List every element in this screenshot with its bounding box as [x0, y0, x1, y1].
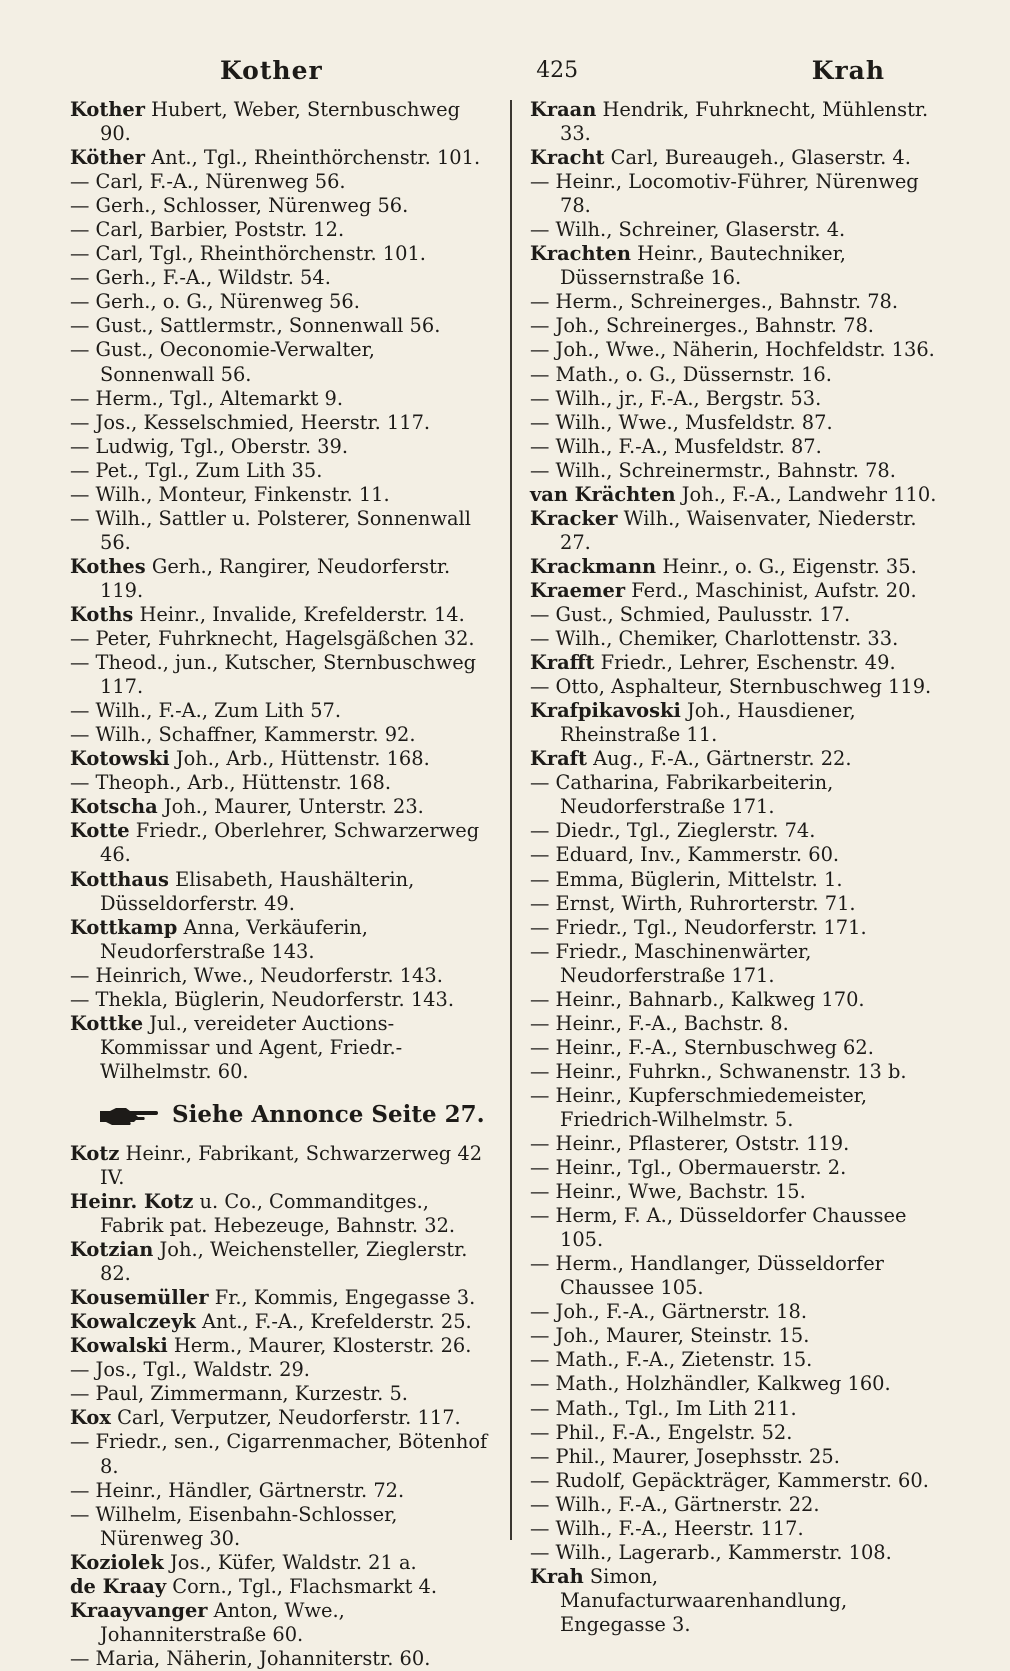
directory-entry	[530, 699, 950, 747]
directory-entry	[530, 747, 950, 771]
entry-surname: Kraft	[530, 747, 587, 771]
directory-entry	[70, 290, 490, 314]
pointing-hand-icon	[98, 1105, 162, 1125]
entry-details: — Friedr., Tgl., Neudorferstr. 171.	[530, 915, 867, 939]
directory-entry	[530, 411, 950, 435]
directory-entry	[530, 290, 950, 314]
entry-details: — Gust., Sattlermstr., Sonnenwall 56.	[70, 314, 441, 338]
entry-details: Joh., Hausdiener, Rheinstraße 11.	[560, 699, 856, 747]
entry-details: — Carl, Barbier, Poststr. 12.	[70, 218, 345, 242]
entry-details: — Jos., Tgl., Waldstr. 29.	[70, 1358, 310, 1382]
entry-details: Anton, Wwe., Johanniterstraße 60.	[100, 1598, 345, 1646]
header-left-word: Kother	[220, 55, 323, 85]
entry-details: — Phil., F.-A., Engelstr. 52.	[530, 1420, 793, 1444]
directory-entry	[70, 699, 490, 723]
entry-surname: Kotte	[70, 819, 130, 843]
directory-entry	[70, 1334, 490, 1358]
entry-details: — Joh., Wwe., Näherin, Hochfeldstr. 136.	[530, 338, 935, 362]
directory-entry	[70, 1358, 490, 1382]
directory-entry	[70, 218, 490, 242]
entry-surname: Kraan	[530, 98, 597, 121]
entry-details: Hendrik, Fuhrknecht, Mühlenstr. 33.	[560, 98, 929, 146]
directory-entry	[530, 363, 950, 387]
directory-entry	[70, 1382, 490, 1406]
directory-entry	[530, 1012, 950, 1036]
directory-entry	[530, 916, 950, 940]
entry-details: Gerh., Rangirer, Neudorferstr. 119.	[100, 554, 451, 602]
entry-details: — Gerh., F.-A., Wildstr. 54.	[70, 266, 331, 290]
entry-details: — Herm., Tgl., Altemarkt 9.	[70, 386, 344, 410]
directory-entry	[70, 459, 490, 483]
entry-details: — Theoph., Arb., Hüttenstr. 168.	[70, 771, 392, 795]
entry-details: — Thekla, Büglerin, Neudorferstr. 143.	[70, 987, 454, 1011]
directory-entry	[530, 1372, 950, 1396]
entry-surname: Kotz	[70, 1141, 120, 1165]
entry-details: — Herm, F. A., Düsseldorfer Chaussee 105.	[530, 1204, 907, 1252]
column-divider	[510, 100, 512, 1540]
directory-entry	[70, 819, 490, 867]
header-right-word: Krah	[811, 55, 885, 85]
entry-details: Friedr., Oberlehrer, Schwarzerweg 46.	[100, 819, 480, 867]
directory-entry	[70, 747, 490, 771]
directory-entry	[70, 314, 490, 338]
directory-entry	[70, 555, 490, 603]
entry-details: u. Co., Commanditges., Fabrik pat. Hebezeuge, Bahnstr. 32.	[100, 1190, 456, 1238]
directory-entry	[530, 483, 950, 507]
entry-details: Jul., vereideter Auctions-Kommissar und Agent, Friedr.-Wilhelmstr. 60.	[100, 1011, 403, 1083]
entry-surname: Heinr. Kotz	[70, 1190, 194, 1214]
directory-entry	[530, 1565, 950, 1637]
directory-entry	[530, 338, 950, 362]
entry-details: Joh., Arb., Hüttenstr. 168.	[169, 747, 430, 771]
entry-details: — Friedr., Maschinenwärter, Neudorferstraße 171.	[530, 939, 812, 987]
directory-entry	[530, 1445, 950, 1469]
entry-details: — Ludwig, Tgl., Oberstr. 39.	[70, 434, 349, 458]
entry-surname: Krafpikavoski	[530, 699, 681, 723]
entry-details: — Heinr., Kupferschmiedemeister, Friedrich-Wilhelmstr. 5.	[530, 1083, 867, 1131]
directory-entry	[530, 242, 950, 290]
entry-details: — Heinr., Fuhrkn., Schwanenstr. 13 b.	[530, 1059, 907, 1083]
entry-details: — Joh., Maurer, Steinstr. 15.	[530, 1324, 810, 1348]
entry-details: Joh., Weichensteller, Zieglerstr. 82.	[100, 1238, 468, 1286]
entry-details: — Wilh., Chemiker, Charlottenstr. 33.	[530, 627, 899, 651]
entry-details: — Ernst, Wirth, Ruhrorterstr. 71.	[530, 891, 856, 915]
entry-details: Elisabeth, Haushälterin, Düsseldorferstr. 49.	[100, 867, 415, 915]
directory-entry	[70, 651, 490, 699]
directory-entry	[530, 1132, 950, 1156]
directory-entry	[70, 1479, 490, 1503]
directory-entry	[530, 314, 950, 338]
directory-entry	[530, 1156, 950, 1180]
directory-entry	[530, 603, 950, 627]
annonce-text: Siehe Annonce Seite 27.	[172, 1100, 485, 1128]
entry-details: — Heinr., F.-A., Bachstr. 8.	[530, 1011, 789, 1035]
entry-surname: de Kraay	[70, 1574, 167, 1598]
directory-entry	[530, 387, 950, 411]
directory-entry	[70, 435, 490, 459]
entry-details: — Peter, Fuhrknecht, Hagelsgäßchen 32.	[70, 627, 475, 651]
entry-details: — Gerh., o. G., Nürenweg 56.	[70, 290, 360, 314]
entry-surname: Kottke	[70, 1011, 144, 1035]
entry-surname: Kracht	[530, 146, 605, 170]
directory-entry	[70, 1406, 490, 1430]
directory-entry	[70, 988, 490, 1012]
directory-entry	[530, 675, 950, 699]
entry-surname: Krackmann	[530, 554, 657, 578]
entry-details: — Math., Tgl., Im Lith 211.	[530, 1396, 797, 1420]
entry-details: Wilh., Waisenvater, Niederstr. 27.	[560, 506, 917, 554]
entry-details: — Heinr., Pflasterer, Oststr. 119.	[530, 1132, 850, 1156]
directory-entry	[70, 964, 490, 988]
directory-entry	[70, 266, 490, 290]
entry-details: — Heinr., Händler, Gärtnerstr. 72.	[70, 1478, 405, 1502]
directory-entry	[530, 218, 950, 242]
directory-entry	[70, 387, 490, 411]
entry-details: Carl, Bureaugeh., Glaserstr. 4.	[604, 146, 911, 170]
entry-details: — Phil., Maurer, Josephsstr. 25.	[530, 1444, 840, 1468]
left-column	[70, 98, 490, 1671]
directory-entry	[530, 1348, 950, 1372]
directory-entry	[70, 1142, 490, 1190]
entry-surname: Kousemüller	[70, 1286, 209, 1310]
directory-entry	[70, 1503, 490, 1551]
entry-details: — Emma, Büglerin, Mittelstr. 1.	[530, 867, 843, 891]
directory-entry	[70, 1551, 490, 1575]
directory-entry	[530, 1397, 950, 1421]
entry-details: — Math., o. G., Düssernstr. 16.	[530, 362, 832, 386]
directory-entry	[530, 435, 950, 459]
directory-entry	[70, 1012, 490, 1084]
directory-entry	[70, 1647, 490, 1671]
directory-entry	[530, 1036, 950, 1060]
page-header	[70, 52, 965, 88]
entry-details: Heinr., Bautechniker, Düssernstraße 16.	[560, 242, 846, 290]
right-column	[530, 98, 950, 1637]
entry-details: — Wilh., Schreiner, Glaserstr. 4.	[530, 218, 846, 242]
directory-entry	[530, 1060, 950, 1084]
directory-entry	[530, 1252, 950, 1300]
directory-entry	[70, 795, 490, 819]
entry-details: Joh., F.-A., Landwehr 110.	[675, 482, 937, 506]
entry-details: — Pet., Tgl., Zum Lith 35.	[70, 458, 323, 482]
directory-entry	[530, 627, 950, 651]
entry-details: Jos., Küfer, Waldstr. 21 a.	[163, 1550, 417, 1574]
directory-entry	[530, 988, 950, 1012]
entry-details: — Wilh., F.-A., Gärtnerstr. 22.	[530, 1492, 820, 1516]
entry-details: — Math., F.-A., Zietenstr. 15.	[530, 1348, 813, 1372]
directory-entry	[530, 170, 950, 218]
entry-surname: Kowalczeyk	[70, 1310, 196, 1334]
directory-entry	[530, 98, 950, 146]
entry-details: — Wilh., Lagerarb., Kammerstr. 108.	[530, 1540, 892, 1564]
entry-details: — Catharina, Fabrikarbeiterin, Neudorferstraße 171.	[530, 771, 834, 819]
annonce-notice	[98, 1102, 490, 1128]
directory-entry	[70, 1575, 490, 1599]
entry-surname: Kotowski	[70, 747, 170, 771]
directory-entry	[70, 338, 490, 386]
entry-details: — Gust., Oeconomie-Verwalter, Sonnenwall 56.	[70, 338, 375, 386]
directory-entry	[530, 555, 950, 579]
entry-details: — Wilh., Wwe., Musfeldstr. 87.	[530, 410, 833, 434]
entry-details: Fr., Kommis, Engegasse 3.	[208, 1286, 476, 1310]
entry-surname: Kox	[70, 1406, 111, 1430]
entry-details: — Eduard, Inv., Kammerstr. 60.	[530, 843, 840, 867]
entry-details: — Joh., F.-A., Gärtnerstr. 18.	[530, 1300, 808, 1324]
directory-entry	[530, 1541, 950, 1565]
directory-entry	[530, 507, 950, 555]
directory-entry	[70, 603, 490, 627]
entry-surname: Kotthaus	[70, 867, 169, 891]
directory-entry	[70, 1430, 490, 1478]
directory-entry	[70, 868, 490, 916]
entry-surname: Kowalski	[70, 1334, 168, 1358]
entry-details: Friedr., Lehrer, Eschenstr. 49.	[594, 651, 896, 675]
entry-details: — Heinr., Locomotiv-Führer, Nürenweg 78.	[530, 170, 919, 218]
entry-details: Herm., Maurer, Klosterstr. 26.	[167, 1334, 472, 1358]
entry-details: — Wilhelm, Eisenbahn-Schlosser, Nürenweg 30.	[70, 1502, 398, 1550]
directory-entry	[70, 1238, 490, 1286]
directory-entry	[70, 916, 490, 964]
directory-entry	[530, 1469, 950, 1493]
entry-details: — Jos., Kesselschmied, Heerstr. 117.	[70, 410, 431, 434]
entry-surname: Kottkamp	[70, 915, 178, 939]
directory-entry	[530, 1204, 950, 1252]
entry-details: Joh., Maurer, Unterstr. 23.	[157, 795, 424, 819]
directory-entry	[70, 242, 490, 266]
directory-entry	[70, 483, 490, 507]
directory-entry	[530, 940, 950, 988]
entry-details: — Herm., Schreinerges., Bahnstr. 78.	[530, 290, 899, 314]
directory-entry	[70, 507, 490, 555]
directory-entry	[530, 651, 950, 675]
entry-details: — Joh., Schreinerges., Bahnstr. 78.	[530, 314, 874, 338]
entry-details: Heinr., Invalide, Krefelderstr. 14.	[133, 602, 465, 626]
entry-surname: Kotscha	[70, 795, 158, 819]
directory-entry	[530, 819, 950, 843]
entry-surname: Kracker	[530, 506, 618, 530]
entry-details: — Wilh., Schaffner, Kammerstr. 92.	[70, 723, 416, 747]
entry-details: Heinr., Fabrikant, Schwarzerweg 42 IV.	[100, 1141, 483, 1189]
entry-details: Heinr., o. G., Eigenstr. 35.	[656, 554, 917, 578]
entry-details: — Herm., Handlanger, Düsseldorfer Chaussee 105.	[530, 1252, 884, 1300]
entry-surname: Krachten	[530, 242, 631, 266]
directory-entry	[530, 1493, 950, 1517]
directory-entry	[530, 892, 950, 916]
entry-details: — Wilh., F.-A., Musfeldstr. 87.	[530, 434, 822, 458]
entry-details: — Carl, F.-A., Nürenweg 56.	[70, 170, 346, 194]
entry-surname: Kother	[70, 98, 145, 121]
directory-entry	[530, 1421, 950, 1445]
entry-details: Ant., Tgl., Rheinthörchenstr. 101.	[144, 146, 481, 170]
directory-entry	[70, 1286, 490, 1310]
entry-details: Carl, Verputzer, Neudorferstr. 117.	[110, 1406, 461, 1430]
directory-entry	[70, 98, 490, 146]
directory-entry	[530, 868, 950, 892]
directory-entry	[530, 146, 950, 170]
directory-entry	[530, 1517, 950, 1541]
directory-entry	[70, 1190, 490, 1238]
entry-details: — Wilh., F.-A., Zum Lith 57.	[70, 699, 342, 723]
directory-entry	[70, 627, 490, 651]
entry-details: — Gerh., Schlosser, Nürenweg 56.	[70, 194, 409, 218]
entry-details: — Wilh., Sattler u. Polsterer, Sonnenwall 56.	[70, 506, 471, 554]
directory-entry	[530, 459, 950, 483]
entry-surname: Koziolek	[70, 1550, 164, 1574]
entry-surname: Krah	[530, 1564, 584, 1588]
entry-surname: Kraemer	[530, 578, 626, 602]
entry-details: — Maria, Näherin, Johanniterstr. 60.	[70, 1646, 431, 1670]
entry-surname: van Krächten	[530, 482, 676, 506]
entry-surname: Krafft	[530, 651, 595, 675]
directory-entry	[70, 1310, 490, 1334]
directory-entry	[530, 1084, 950, 1132]
entry-details: — Math., Holzhändler, Kalkweg 160.	[530, 1372, 891, 1396]
entry-details: — Heinr., F.-A., Sternbuschweg 62.	[530, 1035, 874, 1059]
directory-entry	[70, 194, 490, 218]
entry-details: Hubert, Weber, Sternbuschweg 90.	[100, 98, 460, 146]
directory-entry	[530, 843, 950, 867]
entry-details: — Theod., jun., Kutscher, Sternbuschweg 117.	[70, 651, 477, 699]
directory-entry	[530, 1324, 950, 1348]
entry-details: — Gust., Schmied, Paulusstr. 17.	[530, 602, 851, 626]
entry-details: Simon, Manufacturwaarenhandlung, Engegasse 3.	[560, 1564, 848, 1636]
entry-surname: Kothes	[70, 554, 146, 578]
entry-details: Ant., F.-A., Krefelderstr. 25.	[195, 1310, 472, 1334]
entry-details: Corn., Tgl., Flachsmarkt 4.	[166, 1574, 438, 1598]
entry-surname: Kraayvanger	[70, 1598, 208, 1622]
entry-details: — Paul, Zimmermann, Kurzestr. 5.	[70, 1382, 408, 1406]
directory-entry	[70, 1599, 490, 1647]
directory-entry	[70, 146, 490, 170]
entry-details: — Friedr., sen., Cigarrenmacher, Bötenhof 8.	[70, 1430, 488, 1478]
directory-entry	[530, 579, 950, 603]
entry-details: — Wilh., Schreinermstr., Bahnstr. 78.	[530, 458, 896, 482]
entry-surname: Kotzian	[70, 1238, 154, 1262]
directory-entry	[70, 723, 490, 747]
entry-details: — Wilh., Monteur, Finkenstr. 11.	[70, 482, 390, 506]
entry-details: Aug., F.-A., Gärtnerstr. 22.	[586, 747, 852, 771]
entry-details: — Heinr., Tgl., Obermauerstr. 2.	[530, 1156, 847, 1180]
entry-details: Anna, Verkäuferin, Neudorferstraße 143.	[100, 915, 368, 963]
entry-details: — Wilh., jr., F.-A., Bergstr. 53.	[530, 386, 822, 410]
entry-surname: Köther	[70, 146, 145, 170]
directory-entry	[530, 1180, 950, 1204]
entry-details: Ferd., Maschinist, Aufstr. 20.	[625, 578, 917, 602]
entry-surname: Koths	[70, 602, 134, 626]
entry-details: — Heinrich, Wwe., Neudorferstr. 143.	[70, 963, 443, 987]
directory-entry	[530, 1300, 950, 1324]
directory-entry	[70, 771, 490, 795]
directory-entry	[530, 771, 950, 819]
entry-details: — Heinr., Bahnarb., Kalkweg 170.	[530, 987, 865, 1011]
entry-details: — Carl, Tgl., Rheinthörchenstr. 101.	[70, 242, 426, 266]
entry-details: — Diedr., Tgl., Zieglerstr. 74.	[530, 819, 816, 843]
entry-details: — Rudolf, Gepäckträger, Kammerstr. 60.	[530, 1468, 929, 1492]
entry-details: — Heinr., Wwe, Bachstr. 15.	[530, 1180, 806, 1204]
directory-entry	[70, 411, 490, 435]
entry-details: — Wilh., F.-A., Heerstr. 117.	[530, 1516, 804, 1540]
directory-entry	[70, 170, 490, 194]
page-number: 425	[536, 57, 579, 83]
entry-details: — Otto, Asphalteur, Sternbuschweg 119.	[530, 675, 932, 699]
